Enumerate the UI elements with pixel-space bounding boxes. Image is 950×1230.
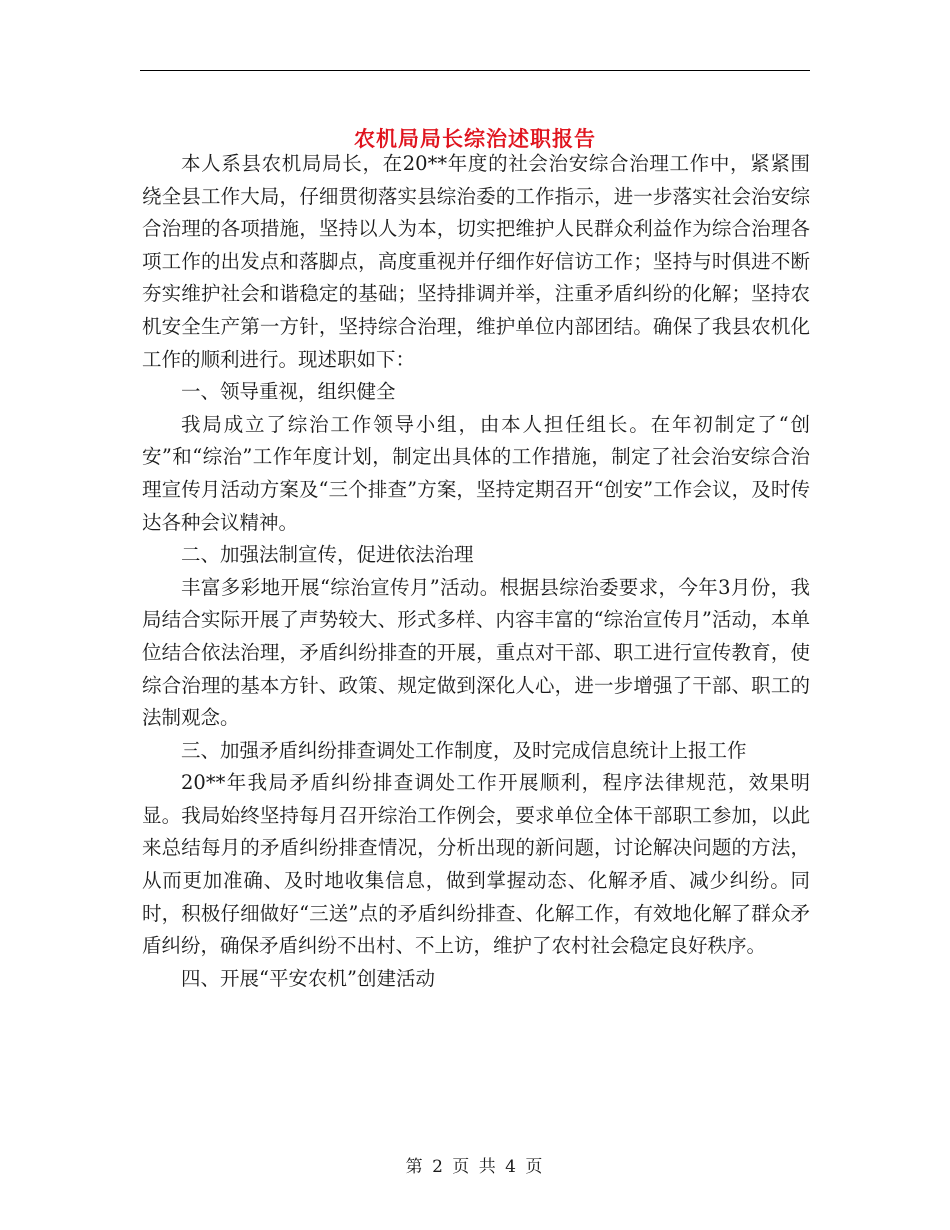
section-3-paragraph: 20**年我局矛盾纠纷排查调处工作开展顺利，程序法律规范，效果明显。我局始终坚持每月召开综治工作例会，要求单位全体干部职工参加，以此来总结每月的矛盾纠纷排查情况，分析出现的新问题，讨论解决问题的方法，从而更加准确、及时地收集信息，做到掌握动态、化解矛盾、减少纠纷。同时，积极仔细做好“三送”点的矛盾纠纷排查、化解工作，有效地化解了群众矛盾纠纷，确保矛盾纠纷不出村、不上访，维护了农村社会稳定良好秩序。	[142, 771, 810, 958]
document-body	[142, 148, 810, 995]
header-rule	[140, 70, 810, 71]
section-4-heading: 四、开展“平安农机”创建活动	[181, 966, 435, 990]
section-1-heading: 一、领导重视，组织健全	[181, 380, 396, 404]
intro-paragraph: 本人系县农机局局长，在20**年度的社会治安综合治理工作中，紧紧围绕全县工作大局，仔细贯彻落实县综治委的工作指示，进一步落实社会治安综合治理的各项措施，坚持以人为本，切实把维护人民群众利益作为综合治理各项工作的出发点和落脚点，高度重视并仔细作好信访工作；坚持与时俱进不断夯实维护社会和谐稳定的基础；坚持排调并举，注重矛盾纠纷的化解；坚持农机安全生产第一方针，坚持综合治理，维护单位内部团结。确保了我县农机化工作的顺利进行。现述职如下：	[142, 152, 810, 371]
page-number-footer: 第 2 页 共 4 页	[405, 1157, 545, 1177]
document-title: 农机局局长综治述职报告	[354, 126, 596, 152]
section-2-paragraph: 丰富多彩地开展“综治宣传月”活动。根据县综治委要求，今年3月份，我局结合实际开展了声势较大、形式多样、内容丰富的“综治宣传月”活动，本单位结合依法治理，矛盾纠纷排查的开展，重点对干部、职工进行宣传教育，使综合治理的基本方针、政策、规定做到深化人心，进一步增强了干部、职工的法制观念。	[142, 575, 810, 730]
section-3-heading: 三、加强矛盾纠纷排查调处工作制度，及时完成信息统计上报工作	[181, 738, 747, 762]
section-2-heading: 二、加强法制宣传，促进依法治理	[181, 543, 474, 567]
section-1-paragraph: 我局成立了综治工作领导小组，由本人担任组长。在年初制定了“创安”和“综治”工作年度计划，制定出具体的工作措施，制定了社会治安综合治理宣传月活动方案及“三个排查”方案，坚持定期召开“创安”工作会议，及时传达各种会议精神。	[142, 412, 810, 534]
